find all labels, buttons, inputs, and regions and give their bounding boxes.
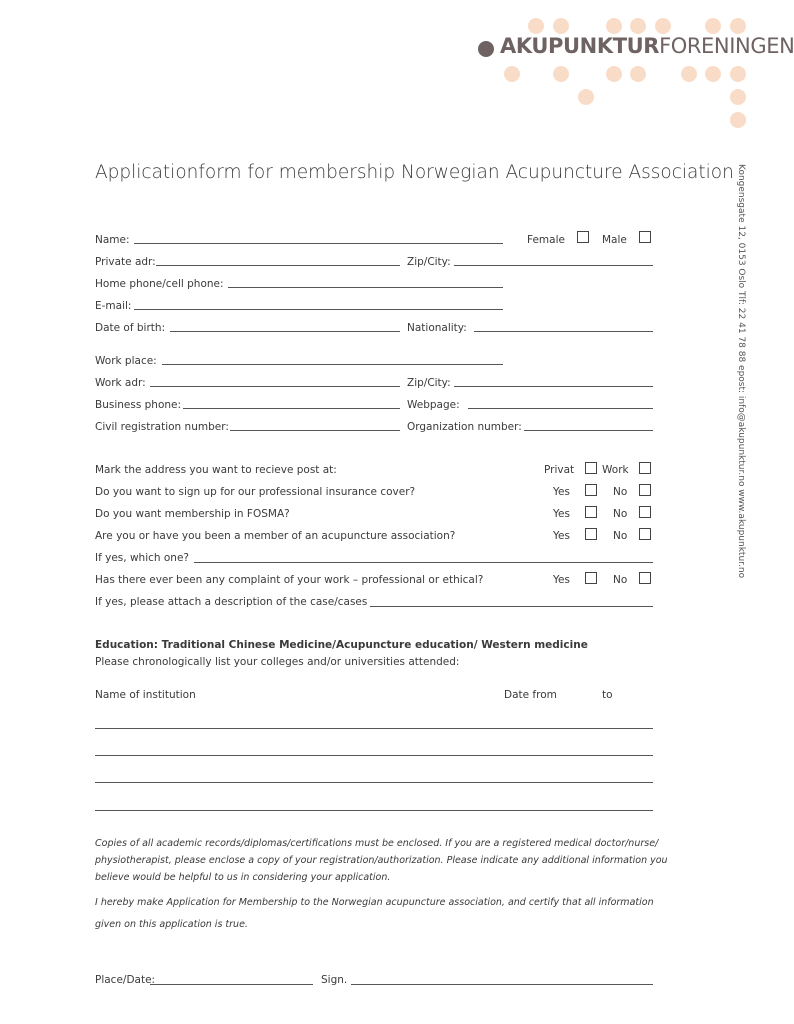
place-date-field[interactable]: [150, 984, 313, 985]
education-row-4[interactable]: [95, 810, 653, 811]
work-zip-city-field[interactable]: [454, 386, 653, 387]
work-adr-label: Work adr:: [95, 377, 146, 389]
org-number-field[interactable]: [524, 430, 653, 431]
org-number-label: Organization number:: [407, 421, 522, 433]
page-title: Applicationform for membership Norwegian Acupuncture Association: [95, 162, 734, 183]
complaint-no-checkbox[interactable]: [639, 572, 651, 584]
post-address-question: Mark the address you want to recieve post at:: [95, 464, 337, 476]
insurance-no-checkbox[interactable]: [639, 484, 651, 496]
nationality-label: Nationality:: [407, 322, 467, 334]
business-phone-label: Business phone:: [95, 399, 182, 411]
which-field[interactable]: [194, 562, 653, 563]
education-row-1[interactable]: [95, 728, 653, 729]
attach-field[interactable]: [370, 606, 653, 607]
insurance-yes-label: Yes: [553, 486, 570, 498]
insurance-yes-checkbox[interactable]: [585, 484, 597, 496]
webpage-label: Webpage:: [407, 399, 460, 411]
civil-reg-label: Civil registration number:: [95, 421, 229, 433]
member-yes-checkbox[interactable]: [585, 528, 597, 540]
fosma-no-checkbox[interactable]: [639, 506, 651, 518]
work-label: Work: [602, 464, 629, 476]
complaint-no-label: No: [613, 574, 628, 586]
female-label: Female: [527, 234, 565, 246]
education-row-3[interactable]: [95, 782, 653, 783]
sign-label: Sign.: [321, 974, 348, 986]
complaint-yes-label: Yes: [553, 574, 570, 586]
dob-field[interactable]: [170, 331, 400, 332]
complaint-yes-checkbox[interactable]: [585, 572, 597, 584]
fosma-no-label: No: [613, 508, 628, 520]
work-place-field[interactable]: [162, 364, 503, 365]
female-checkbox[interactable]: [577, 231, 589, 243]
sign-field[interactable]: [351, 984, 653, 985]
private-adr-field[interactable]: [156, 265, 400, 266]
email-field[interactable]: [134, 309, 503, 310]
insurance-no-label: No: [613, 486, 628, 498]
institution-column-header: Name of institution: [95, 689, 196, 701]
civil-reg-field[interactable]: [230, 430, 400, 431]
privat-checkbox[interactable]: [585, 462, 597, 474]
zip-city-field[interactable]: [454, 265, 653, 266]
work-place-label: Work place:: [95, 355, 157, 367]
privat-label: Privat: [544, 464, 575, 476]
male-label: Male: [602, 234, 627, 246]
logo-mark: [478, 41, 494, 57]
zip-city-label: Zip/City:: [407, 256, 451, 268]
email-label: E-mail:: [95, 300, 132, 312]
education-subheading: Please chronologically list your colleges and/or universities attended:: [95, 656, 460, 668]
attach-label: If yes, please attach a description of the case/cases: [95, 596, 368, 608]
webpage-field[interactable]: [468, 408, 653, 409]
member-question: Are you or have you been a member of an acupuncture association?: [95, 530, 456, 542]
notes-line-4: I hereby make Application for Membership to the Norwegian acupuncture association, and certify that all information: [95, 897, 654, 908]
work-zip-city-label: Zip/City:: [407, 377, 451, 389]
education-heading: Education: Traditional Chinese Medicine/Acupuncture education/ Western medicine: [95, 639, 588, 651]
member-yes-label: Yes: [553, 530, 570, 542]
private-adr-label: Private adr:: [95, 256, 156, 268]
member-no-checkbox[interactable]: [639, 528, 651, 540]
dob-label: Date of birth:: [95, 322, 166, 334]
fosma-yes-label: Yes: [553, 508, 570, 520]
fosma-yes-checkbox[interactable]: [585, 506, 597, 518]
place-date-label: Place/Date:: [95, 974, 156, 986]
notes-line-2: physiotherapist, please enclose a copy of your registration/authorization. Please indicate any additional information you: [95, 855, 668, 866]
contact-side-text: Kongensgate 12, 0153 Oslo Tlf: 22 41 78 88 epost: info@akupunktur.no www.akupunktur.no: [736, 164, 746, 579]
notes-line-3: believe would be helpful to us in considering your application.: [95, 872, 391, 883]
notes-line-1: Copies of all academic records/diplomas/certifications must be enclosed. If you are a registered medical doctor/nurse/: [95, 838, 659, 849]
which-label: If yes, which one?: [95, 552, 189, 564]
home-phone-field[interactable]: [228, 287, 503, 288]
member-no-label: No: [613, 530, 628, 542]
nationality-field[interactable]: [474, 331, 653, 332]
complaint-question: Has there ever been any complaint of your work – professional or ethical?: [95, 574, 484, 586]
work-adr-field[interactable]: [150, 386, 400, 387]
education-row-2[interactable]: [95, 755, 653, 756]
insurance-question: Do you want to sign up for our professional insurance cover?: [95, 486, 416, 498]
home-phone-label: Home phone/cell phone:: [95, 278, 224, 290]
fosma-question: Do you want membership in FOSMA?: [95, 508, 290, 520]
to-column-header: to: [602, 689, 613, 701]
date-from-column-header: Date from: [504, 689, 557, 701]
male-checkbox[interactable]: [639, 231, 651, 243]
name-field[interactable]: [134, 243, 503, 244]
notes-line-5: given on this application is true.: [95, 919, 248, 930]
name-label: Name:: [95, 234, 130, 246]
business-phone-field[interactable]: [183, 408, 400, 409]
logo: AKUPUNKTURFORENINGEN: [500, 34, 794, 58]
work-checkbox[interactable]: [639, 462, 651, 474]
